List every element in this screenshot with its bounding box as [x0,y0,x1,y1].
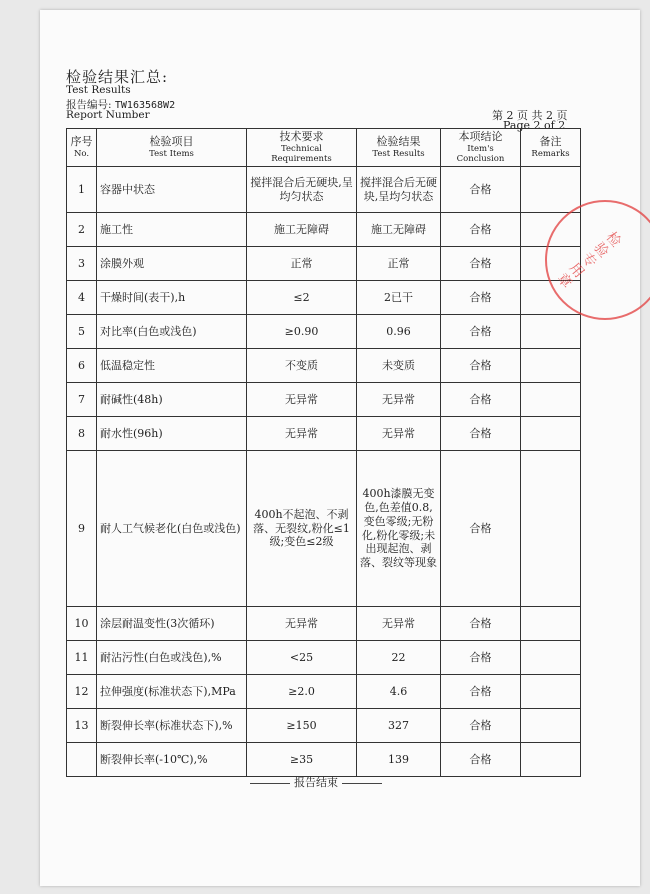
row-number: 8 [67,417,97,451]
test-result: 正常 [357,247,441,281]
technical-requirement: <25 [247,641,357,675]
table-row [67,675,581,709]
technical-requirement: ≥35 [247,743,357,777]
remarks [521,675,581,709]
item-conclusion: 合格 [441,383,521,417]
report-number-label: 报告编号: [66,99,112,111]
test-result: 22 [357,641,441,675]
col-header-item: 检验项目 Test Items [97,129,247,167]
row-number: 13 [67,709,97,743]
technical-requirement: ≥2.0 [247,675,357,709]
remarks [521,743,581,777]
item-conclusion: 合格 [441,607,521,641]
row-number: 2 [67,213,97,247]
remarks [521,383,581,417]
test-result: 0.96 [357,315,441,349]
test-result: 施工无障碍 [357,213,441,247]
col-header-no: 序号 No. [67,129,97,167]
remarks [521,417,581,451]
results-table [66,128,581,777]
row-number: 10 [67,607,97,641]
row-number: 1 [67,167,97,213]
table-row [67,167,581,213]
item-conclusion: 合格 [441,247,521,281]
test-result: 327 [357,709,441,743]
col-header-results: 检验结果 Test Results [357,129,441,167]
technical-requirement: 无异常 [247,383,357,417]
technical-requirement: 400h不起泡、不剥落、无裂纹,粉化≤1级;变色≤2级 [247,451,357,607]
table-header-row [67,129,581,167]
row-number: 3 [67,247,97,281]
test-result: 搅拌混合后无硬块,呈均匀状态 [357,167,441,213]
page-indicator-en: Page 2 of 2 [503,119,566,132]
technical-requirement: ≥0.90 [247,315,357,349]
test-item: 耐沾污性(白色或浅色),% [97,641,247,675]
item-conclusion: 合格 [441,709,521,743]
col-header-remarks: 备注 Remarks [521,129,581,167]
table-row [67,451,581,607]
table-row [67,743,581,777]
test-item: 断裂伸长率(-10℃),% [97,743,247,777]
table-row [67,247,581,281]
test-item: 耐水性(96h) [97,417,247,451]
technical-requirement: ≤2 [247,281,357,315]
technical-requirement: 正常 [247,247,357,281]
row-number: 5 [67,315,97,349]
item-conclusion: 合格 [441,417,521,451]
test-item: 低温稳定性 [97,349,247,383]
table-row [67,213,581,247]
remarks [521,167,581,213]
row-number: 12 [67,675,97,709]
row-number [67,743,97,777]
test-result: 139 [357,743,441,777]
results-title-en: Test Results [66,84,131,96]
results-title: 检验结果汇总: [66,68,169,86]
table-row [67,641,581,675]
technical-requirement: 无异常 [247,417,357,451]
row-number: 9 [67,451,97,607]
table-row [67,281,581,315]
item-conclusion: 合格 [441,743,521,777]
test-item: 拉伸强度(标准状态下),MPa [97,675,247,709]
item-conclusion: 合格 [441,675,521,709]
item-conclusion: 合格 [441,167,521,213]
test-result: 未变质 [357,349,441,383]
test-result: 400h漆膜无变色,色差值0.8,变色零级;无粉化,粉化零级;未出现起泡、剥落、裂纹等现象 [357,451,441,607]
inspection-seal-text: 检验专用章 [552,227,625,292]
test-item: 涂层耐温变性(3次循环) [97,607,247,641]
remarks [521,709,581,743]
test-item: 容器中状态 [97,167,247,213]
technical-requirement: 搅拌混合后无硬块,呈均匀状态 [247,167,357,213]
col-header-conclusion: 本项结论 Item's Conclusion [441,129,521,167]
test-item: 涂膜外观 [97,247,247,281]
technical-requirement: ≥150 [247,709,357,743]
remarks [521,451,581,607]
remarks [521,641,581,675]
item-conclusion: 合格 [441,281,521,315]
col-header-requirements: 技术要求 Technical Requirements [247,129,357,167]
table-row [67,417,581,451]
remarks [521,349,581,383]
table-row [67,349,581,383]
table-row [67,315,581,349]
row-number: 11 [67,641,97,675]
technical-requirement: 不变质 [247,349,357,383]
item-conclusion: 合格 [441,641,521,675]
row-number: 7 [67,383,97,417]
test-result: 无异常 [357,383,441,417]
table-row [67,607,581,641]
table-row [67,383,581,417]
test-item: 施工性 [97,213,247,247]
test-result: 4.6 [357,675,441,709]
row-number: 6 [67,349,97,383]
report-number-value: TW163568W2 [114,100,176,111]
test-item: 耐碱性(48h) [97,383,247,417]
report-number-en: Report Number [66,109,150,121]
table-row [67,709,581,743]
item-conclusion: 合格 [441,213,521,247]
page-indicator-cn: 第 2 页 共 2 页 [492,109,568,122]
test-item: 对比率(白色或浅色) [97,315,247,349]
test-item: 耐人工气候老化(白色或浅色) [97,451,247,607]
test-item: 干燥时间(表干),h [97,281,247,315]
test-result: 2已干 [357,281,441,315]
row-number: 4 [67,281,97,315]
test-result: 无异常 [357,607,441,641]
technical-requirement: 施工无障碍 [247,213,357,247]
report-end: 报告结束 [236,774,396,790]
item-conclusion: 合格 [441,315,521,349]
remarks [521,607,581,641]
test-item: 断裂伸长率(标准状态下),% [97,709,247,743]
item-conclusion: 合格 [441,451,521,607]
test-result: 无异常 [357,417,441,451]
item-conclusion: 合格 [441,349,521,383]
technical-requirement: 无异常 [247,607,357,641]
remarks [521,315,581,349]
